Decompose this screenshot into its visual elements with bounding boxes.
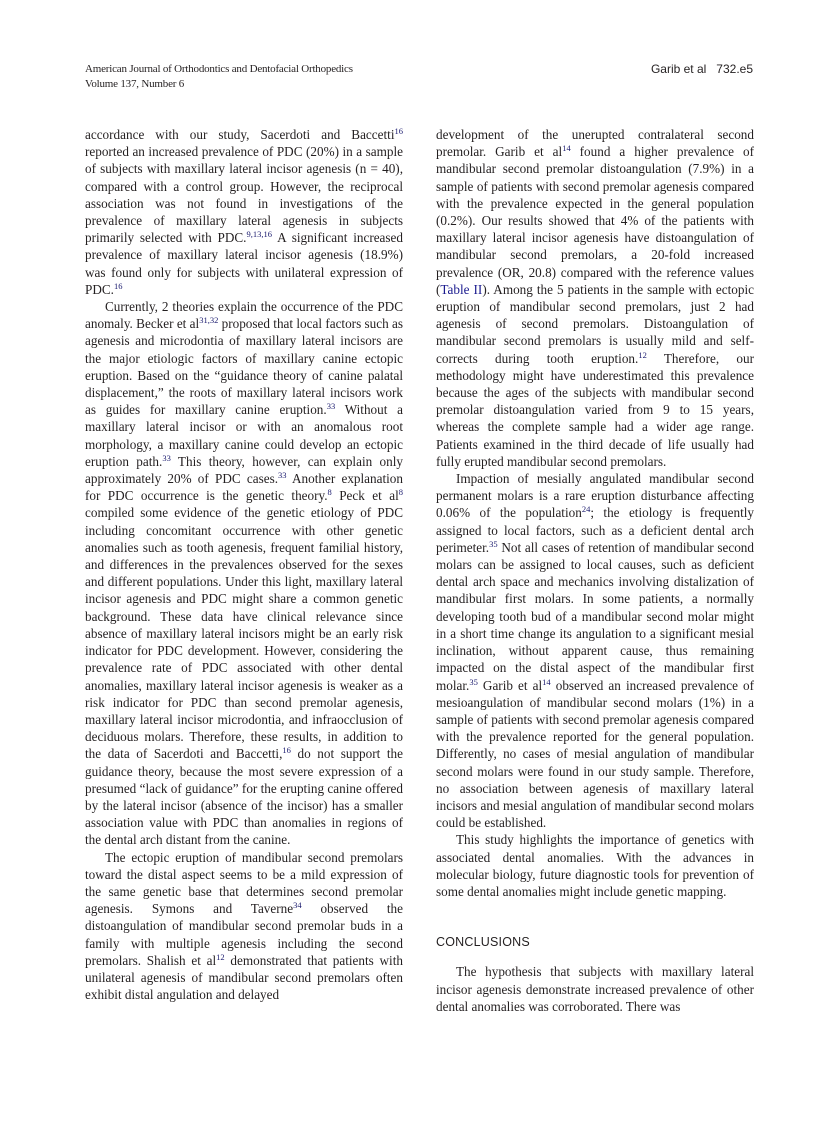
citation-ref[interactable]: 33 [278, 470, 287, 481]
paragraph: Impaction of mesially angulated mandibular second permanent molars is a rare eruption disturbance affecting 0.06% of the population$^{24}$; the etiology is frequently assigned to local factors, such as a deficient dental arch perimeter.$^{35}$ Not all cases of retention of mandibular second molars can be assigned to local causes, such as deficient dental arch space and mechanics involving distalization of mandibular first molars. In some patients, a normally developing tooth bud of a mandibular second molar might in a short time change its angulation to a significant mesial inclination, without apparent cause, thus remaining impacted on the distal aspect of the mandibular first molar.$^{35}$ Garib et $al^{14}$ observed an increased prevalence of mesioangulation of mandibular second molars (1%) in a sample of patients with second premolar agenesis compared with the prevalence reported for the general population. Differently, no cases of mesial angulation of mandibular second molars were found in our study sample. Therefore, no association between agenesis of maxillary lateral incisors and mesial angulation of mandibular second molars could be established. [436, 471, 754, 831]
paragraph: The hypothesis that subjects with maxillary lateral incisor agenesis demonstrate increased prevalence of other dental anomalies was corroborated. There was [436, 964, 754, 1014]
paragraph: Currently, 2 theories explain the occurrence of the PDC anomaly. Becker et al$^{31,32}$ proposed that local factors such as agenesis and microdontia of maxillary lateral incisors are the major etiologic factors of maxillary canine ectopic eruption. Based on the “guidance theory of canine palatal displacement,” the roots of maxillary lateral incisors work as guides for maxillary canine eruption.$^{33}$ Without a maxillary lateral incisor or with an anomalous root morphology, a maxillary canine could develop an ectopic eruption path.$^{33}$ This theory, however, can explain only approximately 20% of PDC cases.$^{33}$ Another explanation for PDC occurrence is the genetic theory.$^8$ Peck et $al^8$ compiled some evidence of the genetic etiology of PDC including concomitant occurrence with other genetic anomalies such as tooth agenesis, frequent familial history, and differences in the prevalences observed for the sexes and different populations. Under this light, maxillary lateral incisor agenesis and PDC might share a common genetic background. These data have clinical relevance since absence of maxillary lateral incisors might be an early risk indicator for PDC development. However, considering the prevalence rate of PDC associated with other dental anomalies, maxillary lateral incisor agenesis is weaker as a risk indicator for PDC than second premolar agenesis, maxillary lateral incisor microdontia, and infraocclusion of deciduous molars. Therefore, these results, in addition to the data of Sacerdoti and Baccetti,$^{16}$ do not support the guidance theory, because the most severe expression of a presumed “lack of guidance” for the erupting canine offered by the lateral incisor (absence of the incisor) has a smaller association value with PDC than anomalies in regions of the dental arch distant from the canine. [85, 299, 403, 848]
left-column [85, 126, 403, 1003]
journal-volume: Volume 137, Number 6 [85, 78, 185, 90]
citation-ref[interactable]: 8 [327, 487, 332, 498]
journal-info [85, 62, 353, 92]
citation-ref[interactable]: 8 [398, 487, 403, 498]
page-number: 732.e5 [716, 62, 753, 76]
section-heading-conclusions: CONCLUSIONS [436, 935, 530, 950]
citation-ref[interactable]: 31,32 [199, 315, 219, 326]
paragraph: development of the unerupted contralateral second premolar. Garib et $al^{14}$ found a higher prevalence of mandibular second premolar distoangulation (7.9%) in a sample of patients with second premolar agenesis compared with the prevalence expected in the general population (0.2%). Our results showed that 4% of the patients with maxillary lateral incisor agenesis have distoangulation of mandibular second premolars, a 20-fold increased prevalence (OR, 20.8) compared with the reference values (Table II). Among the 5 patients in the sample with ectopic eruption of mandibular second premolars, just 2 had agenesis of second premolars. Distoangulation of mandibular second premolars is usually mild and self-corrects during tooth eruption.$^{12}$ Therefore, our methodology might have underestimated this prevalence because the ages of the subjects with mandibular second premolar distoangulation varied from 9 to 15 years, whereas the complete sample had a wider age range. Patients examined in the third decade of life usually had fully erupted mandibular second premolars. [436, 127, 754, 469]
citation-ref[interactable]: 16 [113, 280, 123, 291]
paragraph: accordance with our study, Sacerdoti and Baccetti$^{16}$ reported an increased prevalence of PDC (20%) in a sample of subjects with maxillary lateral incisor agenesis (n = 40), compared with a control group. However, the reciprocal association was not found in investigations of the prevalence of maxillary lateral agenesis in subjects primarily selected with PDC.$^{9,13,16}$ A significant increased prevalence of maxillary lateral incisor agenesis (18.9%) was found only for subjects with unilateral expression of PDC.$^{16}$ [85, 126, 403, 297]
paragraph: This study highlights the importance of genetics with associated dental anomalies. With the advances in molecular biology, future diagnostic tools for prevention of some dental anomalies might include genetic mapping. [436, 832, 754, 899]
citation-ref[interactable]: 35 [469, 676, 478, 687]
citation-ref[interactable]: 12 [216, 951, 225, 962]
citation-ref[interactable]: 16 [394, 126, 403, 136]
right-column [436, 126, 754, 1015]
paragraph: The ectopic eruption of mandibular second premolars toward the distal aspect seems to be a mild expression of the same genetic base that determines second premolar agenesis. Symons and Taverne$^{34}$ observed the distoangulation of mandibular second premolar buds in a family with multiple agenesis including the second premolars. Shalish et $al^{12}$ demonstrated that patients with unilateral agenesis of mandibular second premolars often exhibit distal angulation and delayed [85, 849, 403, 1003]
citation-ref[interactable]: 14 [542, 676, 551, 687]
citation-ref[interactable]: 12 [638, 349, 647, 360]
citation-ref[interactable]: 9,13,16 [246, 229, 272, 240]
citation-ref[interactable]: 33 [326, 401, 336, 412]
citation-ref[interactable]: 14 [562, 143, 571, 154]
citation-ref[interactable]: 24 [581, 504, 591, 515]
citation-ref[interactable]: 33 [162, 452, 171, 463]
citation-ref[interactable]: 16 [282, 745, 291, 756]
table-link[interactable]: Table II [440, 281, 483, 297]
citation-ref[interactable]: 35 [489, 538, 498, 549]
page-info [641, 62, 753, 77]
citation-ref[interactable]: 34 [293, 900, 302, 911]
journal-title: American Journal of Orthodontics and Dentofacial Orthopedics [85, 63, 353, 75]
author-short: Garib et al [650, 62, 707, 76]
